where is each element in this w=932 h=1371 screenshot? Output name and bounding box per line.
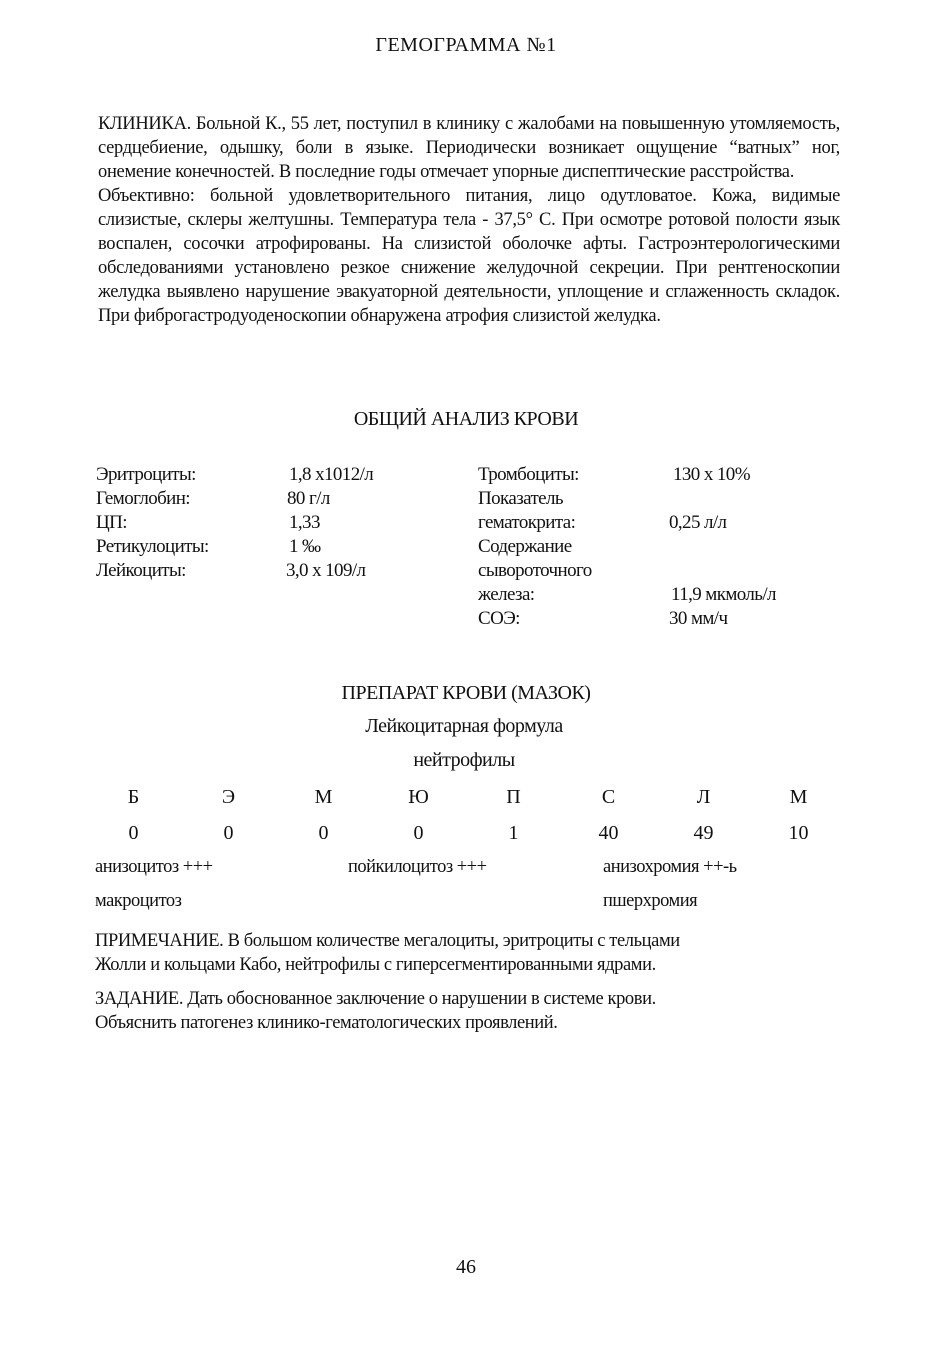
- formula-value-monocytes: 10: [788, 822, 809, 844]
- hyperchromia-text: пшерхромия: [603, 891, 698, 911]
- leukocytes-label: Лейкоциты:: [96, 560, 186, 581]
- serum-iron-label-line3: железа:: [478, 584, 535, 605]
- erythrocytes-value: 1,8 х1012/л: [289, 464, 374, 485]
- note-line-2: Жолли и кольцами Кабо, нейтрофилы с гиперсегментированными ядрами.: [95, 955, 656, 975]
- page-title: ГЕМОГРАММА №1: [375, 34, 557, 56]
- serum-iron-value: 11,9 мкмоль/л: [671, 584, 776, 605]
- clinic-section: [98, 112, 840, 328]
- formula-value-row: [86, 822, 846, 845]
- formula-value-myelocytes: 0: [318, 822, 329, 844]
- formula-value-eosinophils: 0: [223, 822, 234, 844]
- formula-header-eosinophils: Э: [221, 786, 236, 808]
- platelets-label: Тромбоциты:: [478, 464, 579, 485]
- esr-label: СОЭ:: [478, 608, 520, 629]
- anisocytosis-text: анизоцитоз +++: [95, 857, 213, 877]
- page-number: 46: [456, 1256, 476, 1278]
- note-line-1: ПРИМЕЧАНИЕ. В большом количестве мегалоциты, эритроциты с тельцами: [95, 931, 680, 951]
- platelets-value: 130 х 10%: [673, 464, 750, 485]
- poikilocytosis-text: пойкилоцитоз +++: [348, 857, 487, 877]
- formula-value-band: 1: [508, 822, 519, 844]
- task-line-2: Объяснить патогенез клинико-гематологических проявлений.: [95, 1013, 558, 1033]
- formula-header-band: П: [506, 786, 521, 808]
- color-index-value: 1,33: [289, 512, 320, 533]
- formula-header-basophils: Б: [127, 786, 140, 808]
- color-index-label: ЦП:: [96, 512, 127, 533]
- blood-analysis-heading: ОБЩИЙ АНАЛИЗ КРОВИ: [353, 408, 579, 430]
- hemoglobin-value: 80 г/л: [287, 488, 330, 509]
- leukocytes-value: 3,0 х 109/л: [286, 560, 366, 581]
- hematocrit-label-line1: Показатель: [478, 488, 563, 509]
- serum-iron-label-line2: сывороточного: [478, 560, 592, 581]
- reticulocytes-label: Ретикулоциты:: [96, 536, 209, 557]
- formula-header-monocytes: М: [789, 786, 808, 808]
- formula-header-metamyelocytes: Ю: [408, 786, 429, 808]
- formula-header-row: [86, 786, 846, 809]
- esr-value: 30 мм/ч: [669, 608, 728, 629]
- formula-value-lymphocytes: 49: [693, 822, 714, 844]
- leukocyte-formula-heading: Лейкоцитарная формула: [365, 715, 563, 737]
- note-section: [95, 929, 855, 977]
- smear-heading: ПРЕПАРАТ КРОВИ (МАЗОК): [341, 682, 591, 704]
- serum-iron-label-line1: Содержание: [478, 536, 572, 557]
- clinic-paragraph-complaints: КЛИНИКА. Больной К., 55 лет, поступил в клинику с жалобами на повышенную утомляемость, сердцебиение, одышку, боли в языке. Периодически возникает ощущение “ватных” ног, онемение конечностей. В последние годы отмечает упорные диспептические расстройства.: [98, 114, 840, 182]
- formula-header-myelocytes: М: [314, 786, 333, 808]
- formula-header-lymphocytes: Л: [696, 786, 711, 808]
- anisochromia-text: анизохромия ++-ь: [603, 857, 737, 877]
- clinic-paragraph-objective: Объективно: больной удовлетворительного питания, лицо одутловатое. Кожа, видимые слизистые, склеры желтушны. Температура тела - 37,5° С. При осмотре ротовой полости язык воспален, сосочки атрофированы. На слизистой оболочке афты. Гастроэнтерологическими обследованиями установлено резкое снижение желудочной секреции. При рентгеноскопии желудка выявлено нарушение эвакуаторной деятельности, уплощение и сглаженность складок. При фиброгастродуоденоскопии обнаружена атрофия слизистой желудка.: [98, 186, 840, 326]
- hematocrit-label-line2: гематокрита:: [478, 512, 576, 533]
- hemoglobin-label: Гемоглобин:: [96, 488, 190, 509]
- erythrocytes-label: Эритроциты:: [96, 464, 196, 485]
- formula-value-metamyelocytes: 0: [413, 822, 424, 844]
- formula-value-basophils: 0: [128, 822, 139, 844]
- hematocrit-value: 0,25 л/л: [669, 512, 727, 533]
- task-line-1: ЗАДАНИЕ. Дать обоснованное заключение о нарушении в системе крови.: [95, 989, 656, 1009]
- formula-value-segmented: 40: [598, 822, 619, 844]
- task-section: [95, 987, 855, 1035]
- macrocytosis-text: макроцитоз: [95, 891, 182, 911]
- reticulocytes-value: 1 ‰: [289, 536, 321, 557]
- formula-header-segmented: С: [601, 786, 616, 808]
- neutrophils-label: нейтрофилы: [413, 749, 515, 771]
